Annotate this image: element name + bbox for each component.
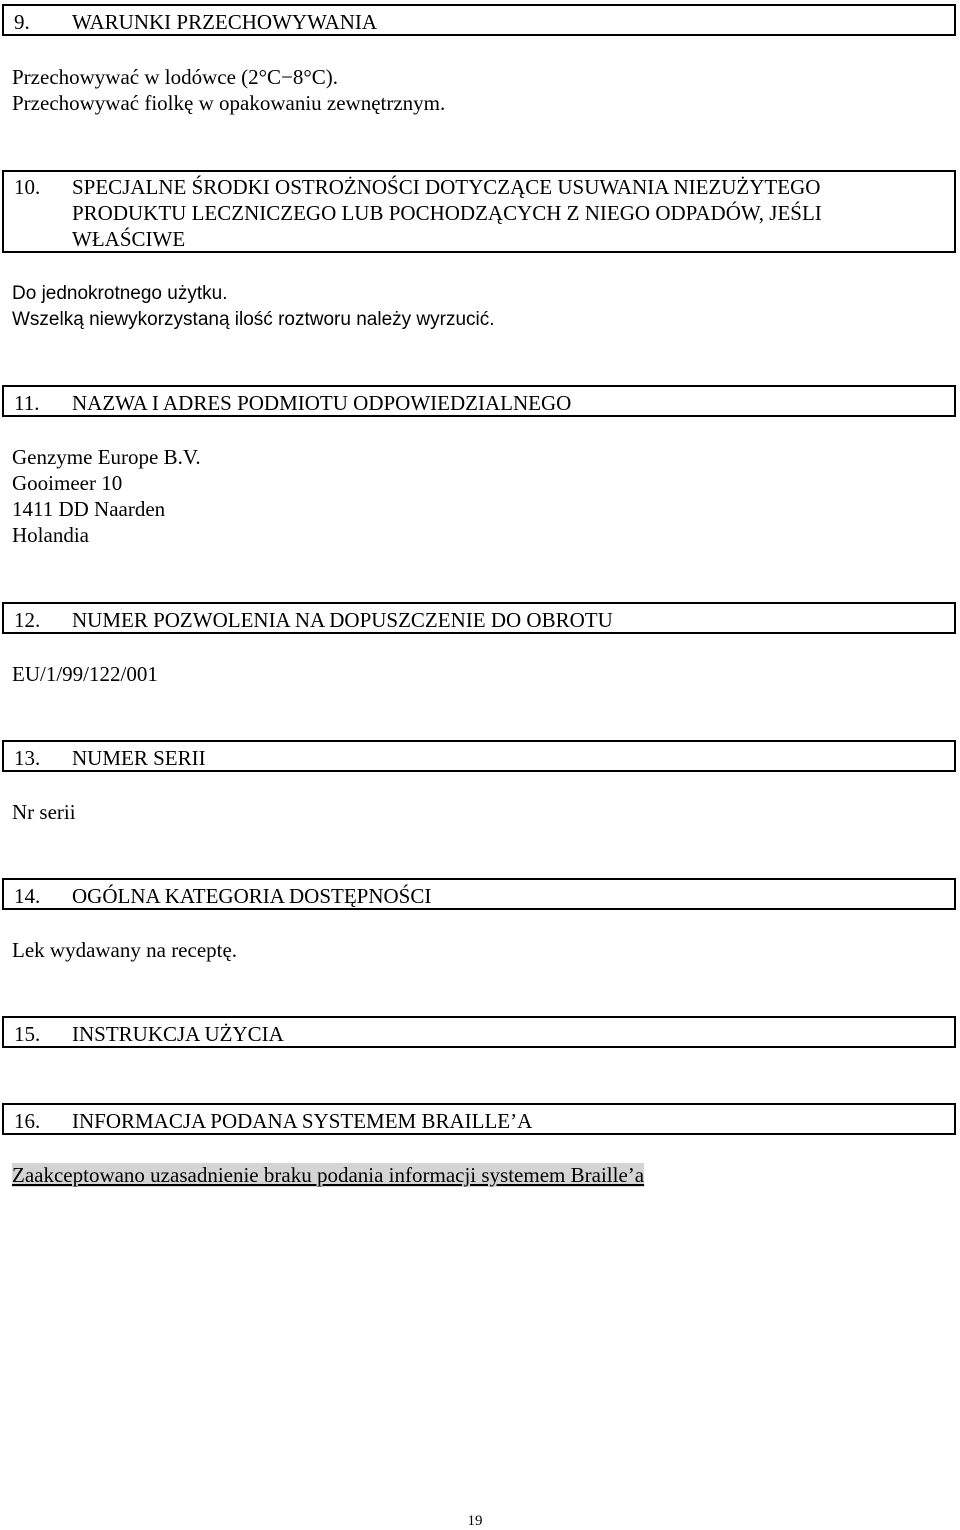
section-11-line-4: Holandia [12,523,89,547]
braille-note-highlighted: Zaakceptowano uzasadnienie braku podania informacji systemem Braille’a [12,1163,645,1187]
section-11-header [2,385,956,417]
section-number: 15. [14,1022,41,1046]
page-number: 19 [467,1513,483,1529]
section-title: NAZWA I ADRES PODMIOTU ODPOWIEDZIALNEGO [72,391,572,415]
section-14-header [2,878,956,910]
section-9-header [2,4,956,36]
section-13-line-1: Nr serii [12,800,76,824]
section-number: 16. [14,1109,41,1133]
section-16-line-1 [12,1162,644,1188]
section-title: OGÓLNA KATEGORIA DOSTĘPNOŚCI [72,884,432,908]
section-10-line-2: Wszelką niewykorzystaną ilość roztworu należy wyrzucić. [12,309,495,330]
section-number: 12. [14,608,41,632]
section-11-line-3: 1411 DD Naarden [12,497,166,521]
section-title: NUMER SERII [72,746,206,770]
section-number: 14. [14,884,41,908]
section-13-header [2,740,956,772]
section-15-header [2,1016,956,1048]
section-number: 13. [14,746,41,770]
section-12-line-1: EU/1/99/122/001 [12,662,158,686]
section-number: 9. [14,10,30,34]
section-title-line-1: SPECJALNE ŚRODKI OSTROŻNOŚCI DOTYCZĄCE USUWANIA NIEZUŻYTEGO [72,175,821,199]
section-title: WARUNKI PRZECHOWYWANIA [72,10,378,34]
section-9-line-1: Przechowywać w lodówce (2°C−8°C). [12,65,339,89]
section-10-line-1: Do jednokrotnego użytku. [12,283,228,304]
section-11-line-2: Gooimeer 10 [12,471,123,495]
section-16-header [2,1103,956,1135]
section-number: 10. [14,175,41,199]
section-title-line-3: WŁAŚCIWE [72,227,186,251]
section-9-line-2: Przechowywać fiolkę w opakowaniu zewnętrznym. [12,91,446,115]
section-12-header [2,602,956,634]
section-10-header [2,170,956,253]
section-14-line-1: Lek wydawany na receptę. [12,938,238,962]
section-title-line-2: PRODUKTU LECZNICZEGO LUB POCHODZĄCYCH Z NIEGO ODPADÓW, JEŚLI [72,201,822,225]
section-title: INSTRUKCJA UŻYCIA [72,1022,284,1046]
section-11-line-1: Genzyme Europe B.V. [12,445,201,469]
section-number: 11. [14,391,40,415]
section-title: NUMER POZWOLENIA NA DOPUSZCZENIE DO OBROTU [72,608,613,632]
section-title: INFORMACJA PODANA SYSTEMEM BRAILLE’A [72,1109,533,1133]
